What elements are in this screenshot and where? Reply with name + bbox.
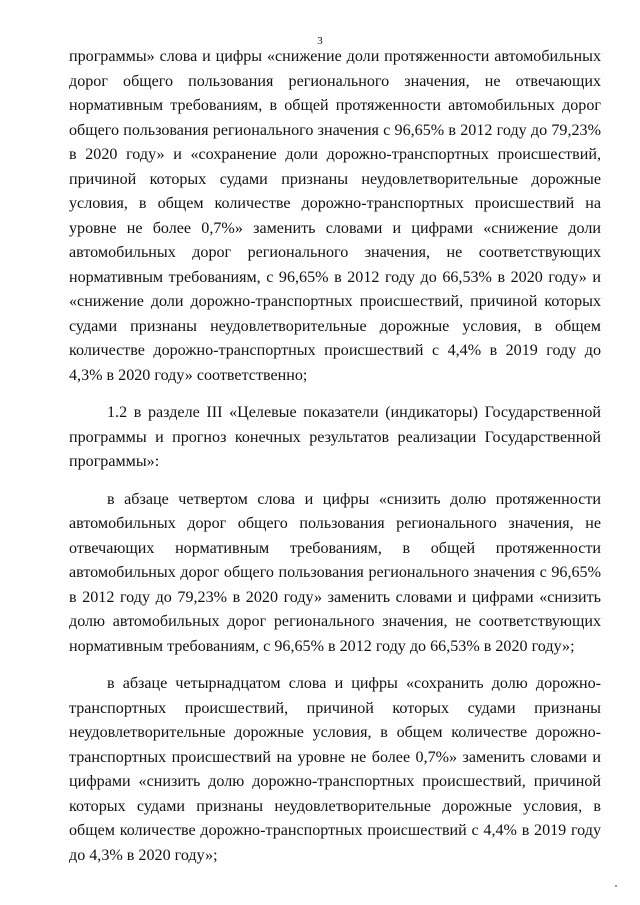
scan-dot-mark (615, 885, 617, 887)
paragraph-fourteenth-abzac: в абзаце четырнадцатом слова и цифры «сохранить долю дорожно-транспортных происшествий, причиной которых судами признаны неудовлетворительные дорожные условия, в общем количестве дорожно-транспортных происшествий на уровне не более 0,7%» заменить словами и цифрами «снизить долю дорожно-транспортных происшествий, причиной которых судами признаны неудовлетворительные дорожные условия, в общем количестве дорожно-транспортных происшествий с 4,4% в 2019 году до 4,3% в 2020 году»; (69, 675, 601, 864)
paragraph-continuation: программы» слова и цифры «снижение доли протяженности автомобильных дорог общего пользования регионального значения, не отвечающих нормативным требованиям, в общей протяженности автомобильных дорог общего пользования регионального значения с 96,65% в 2012 году до 79,23% в 2020 году» и «сохранение доли дорожно-транспортных происшествий, причиной которых судами признаны неудовлетворительные дорожные условия, в общем количестве дорожно-транспортных происшествий на уровне не более 0,7%» заменить словами и цифрами «снижение доли автомобильных дорог регионального значения, не соответствующих нормативным требованиям, с 96,65% в 2012 году до 66,53% в 2020 году» и «снижение доли дорожно-транспортных происшествий, причиной которых судами признаны неудовлетворительные дорожные условия, в общем количестве дорожно-транспортных происшествий с 4,4% в 2019 году до 4,3% в 2020 году» соответственно; (69, 48, 601, 384)
paragraph-fourth-abzac: в абзаце четвертом слова и цифры «снизить долю протяженности автомобильных дорог общего пользования регионального значения, не отвечающих нормативным требованиям, в общей протяженности автомобильных дорог общего пользования регионального значения с 96,65% в 2012 году до 79,23% в 2020 году» заменить словами и цифрами «снизить долю автомобильных дорог регионального значения, не соответствующих нормативным требованиям, с 96,65% в 2012 году до 66,53% в 2020 году»; (69, 490, 601, 655)
document-body (69, 45, 601, 868)
page-number: 3 (317, 35, 323, 47)
paragraph-section-1-2: 1.2 в разделе III «Целевые показатели (индикаторы) Государственной программы и прогноз конечных результатов реализации Государственной программы»: (69, 404, 601, 470)
